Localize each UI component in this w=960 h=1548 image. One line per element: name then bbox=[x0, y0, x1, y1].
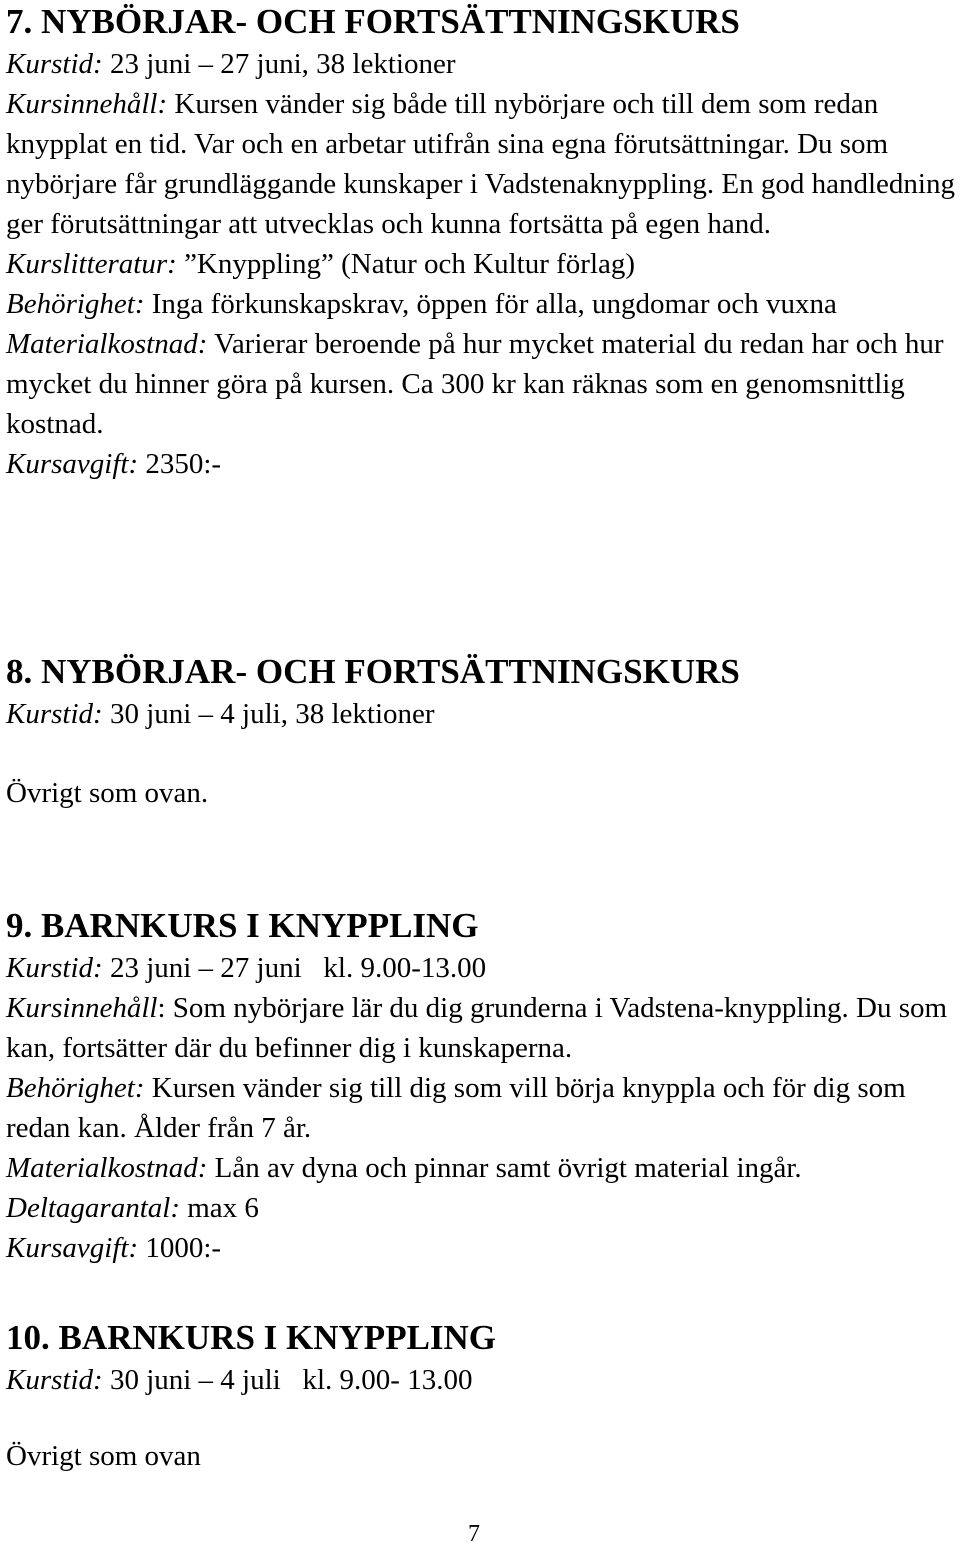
kursavgift-value: 1000:- bbox=[138, 1232, 222, 1264]
materialkostnad-value: Varierar beroende på hur mycket material du redan har och hur mycket du hinner göra på kursen. Ca 300 kr kan räknas som en genomsnittlig kostnad. bbox=[6, 328, 944, 440]
course-section-8 bbox=[6, 650, 956, 734]
course-eligibility-9 bbox=[6, 1068, 956, 1148]
kursavgift-label: Kursavgift: bbox=[6, 448, 139, 480]
kursinnehall-label: Kursinnehåll: bbox=[6, 88, 168, 120]
kurstid-label: Kurstid: bbox=[6, 698, 103, 730]
course-other-10: Övrigt som ovan bbox=[6, 1440, 201, 1472]
course-material-cost-7 bbox=[6, 324, 956, 444]
course-material-cost-9 bbox=[6, 1148, 956, 1188]
behorighet-value: Kursen vänder sig till dig som vill börja knyppla och för dig som redan kan. Ålder från 7 år. bbox=[6, 1072, 906, 1144]
behorighet-label: Behörighet: bbox=[6, 1072, 145, 1104]
kursinnehall-value: Kursen vänder sig både till nybörjare och till dem som redan knypplat en tid. Var och en arbetar utifrån sina egna förutsättningar. Du som nybörjare får grundläggande kunskaper i Vadstenaknyppling. En god handledning ger förutsättningar att utvecklas och kunna fortsätta på egen hand. bbox=[6, 88, 955, 240]
course-content-7 bbox=[6, 84, 956, 244]
kurstid-label: Kurstid: bbox=[6, 952, 103, 984]
kurstid-value: 30 juni – 4 juli, 38 lektioner bbox=[102, 698, 435, 730]
course-time-7 bbox=[6, 44, 956, 84]
behorighet-value: Inga förkunskapskrav, öppen för alla, ungdomar och vuxna bbox=[144, 288, 837, 320]
course-time-10 bbox=[6, 1360, 956, 1400]
kurslitteratur-label: Kurslitteratur: bbox=[6, 248, 177, 280]
course-heading-9: 9. BARNKURS I KNYPPLING bbox=[6, 906, 479, 945]
course-section-9 bbox=[6, 904, 956, 1268]
kurstid-label: Kurstid: bbox=[6, 48, 103, 80]
course-heading-7: 7. NYBÖRJAR- OCH FORTSÄTTNINGSKURS bbox=[6, 2, 740, 41]
behorighet-label: Behörighet: bbox=[6, 288, 145, 320]
deltagarantal-label: Deltagarantal: bbox=[6, 1192, 180, 1224]
course-section-10 bbox=[6, 1316, 956, 1400]
kursavgift-label: Kursavgift: bbox=[6, 1232, 139, 1264]
course-heading-8: 8. NYBÖRJAR- OCH FORTSÄTTNINGSKURS bbox=[6, 652, 740, 691]
kursinnehall-value: : Som nybörjare lär du dig grunderna i Vadstena-knyppling. Du som kan, fortsätter där du befinner dig i kunskaperna. bbox=[6, 992, 948, 1064]
course-fee-7 bbox=[6, 444, 956, 484]
kursinnehall-label: Kursinnehåll bbox=[6, 992, 158, 1024]
course-content-9 bbox=[6, 988, 956, 1068]
materialkostnad-label: Materialkostnad: bbox=[6, 328, 208, 360]
kurstid-label: Kurstid: bbox=[6, 1364, 103, 1396]
course-eligibility-7 bbox=[6, 284, 956, 324]
kurstid-value: 23 juni – 27 juni, 38 lektioner bbox=[102, 48, 456, 80]
kurslitteratur-value: ”Knyppling” (Natur och Kultur förlag) bbox=[176, 248, 636, 280]
course-heading-10: 10. BARNKURS I KNYPPLING bbox=[6, 1318, 497, 1357]
course-section-7 bbox=[6, 0, 956, 484]
deltagarantal-value: max 6 bbox=[180, 1192, 259, 1224]
page-number: 7 bbox=[468, 1521, 480, 1547]
course-participants-9 bbox=[6, 1188, 956, 1228]
course-time-9 bbox=[6, 948, 956, 988]
materialkostnad-label: Materialkostnad: bbox=[6, 1152, 208, 1184]
course-literature-7 bbox=[6, 244, 956, 284]
kurstid-value: 30 juni – 4 juli kl. 9.00- 13.00 bbox=[102, 1364, 473, 1396]
materialkostnad-value: Lån av dyna och pinnar samt övrigt material ingår. bbox=[207, 1152, 802, 1184]
kurstid-value: 23 juni – 27 juni kl. 9.00-13.00 bbox=[102, 952, 487, 984]
kursavgift-value: 2350:- bbox=[138, 448, 222, 480]
course-fee-9 bbox=[6, 1228, 956, 1268]
course-time-8 bbox=[6, 694, 956, 734]
course-other-8: Övrigt som ovan. bbox=[6, 777, 209, 809]
